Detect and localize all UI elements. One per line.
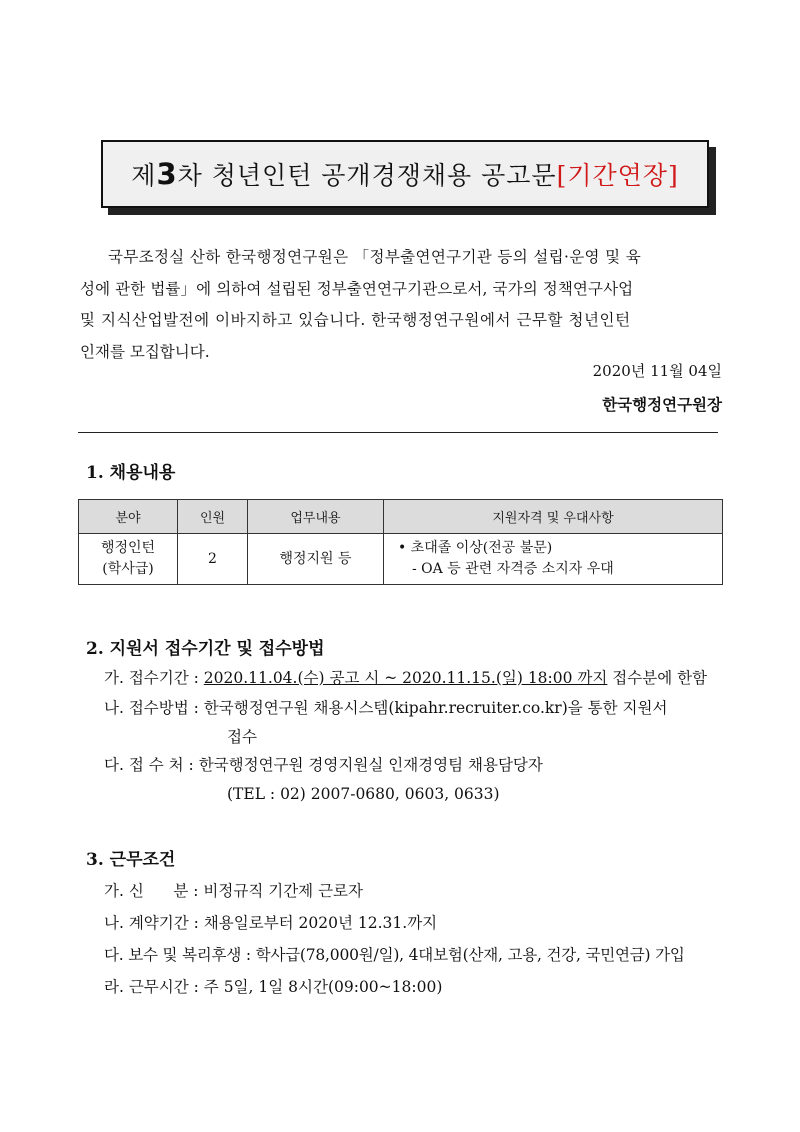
- field-line-2: (학사급): [102, 561, 154, 577]
- intro-line-4: 인재를 모집합니다.: [80, 342, 210, 361]
- header-field: 분야: [79, 500, 178, 534]
- table-row: [79, 534, 723, 585]
- application-method-text: 한국행정연구원 채용시스템(kipahr.recruiter.co.kr)을 통한 지원서: [203, 699, 668, 717]
- intro-line-2: 성에 관한 법률」에 의하여 설립된 정부출연연구기관으로서, 국가의 정책연구사업: [80, 279, 634, 298]
- title-prefix: 제: [131, 161, 157, 190]
- header-duty: 업무내용: [248, 500, 384, 534]
- application-method-continued: 접수: [227, 728, 257, 746]
- intro-line-1: [80, 242, 722, 274]
- recruitment-table: [78, 499, 723, 585]
- application-office-item: [104, 754, 543, 776]
- notice-date: 2020년 11월 04일: [592, 362, 722, 380]
- intro-text-1: 국무조정실 산하 한국행정연구원은 「정부출연연구기관 등의 설립·운영 및 육: [108, 248, 642, 266]
- header-count: 인원: [178, 500, 248, 534]
- qualification-line-1: • 초대졸 이상(전공 불문): [398, 540, 553, 556]
- title-highlight: [기간연장]: [556, 161, 679, 190]
- employment-status-item: 가. 신 분 : 비정규직 기간제 근로자: [104, 882, 363, 900]
- field-line-1: 행정인턴: [100, 540, 156, 556]
- divider-line: [78, 432, 718, 433]
- application-period-label: 가. 접수기간 :: [104, 669, 204, 687]
- salary-benefits-item: 다. 보수 및 복리후생 : 학사급(78,000원/일), 4대보험(산재, 고용, 건강, 국민연금) 가입: [104, 946, 685, 964]
- section-3-title: 3. 근무조건: [86, 850, 176, 870]
- intro-paragraph: [80, 242, 722, 368]
- issuer-name: 한국행정연구원장: [602, 395, 722, 414]
- header-qualification: 지원자격 및 우대사항: [384, 500, 723, 534]
- application-method-item: [104, 697, 667, 719]
- table-header-row: [79, 500, 723, 534]
- cell-count: 2: [178, 534, 248, 585]
- section-1-title: 1. 채용내용: [86, 463, 176, 483]
- section-2-title: 2. 지원서 접수기간 및 접수방법: [86, 639, 325, 659]
- application-office-label: 다. 접 수 처 :: [104, 756, 199, 774]
- application-period-note: 접수분에 한함: [607, 669, 708, 687]
- cell-qualification: [384, 534, 723, 585]
- application-method-label: 나. 접수방법 :: [104, 699, 204, 717]
- contract-period-item: 나. 계약기간 : 채용일로부터 2020년 12.31.까지: [104, 914, 438, 932]
- contact-phone: (TEL : 02) 2007-0680, 0603, 0633): [227, 785, 500, 803]
- title-number: 3: [156, 157, 178, 191]
- intro-line-3: 및 지식산업발전에 이바지하고 있습니다. 한국행정연구원에서 근무할 청년인턴: [80, 311, 631, 329]
- cell-field: [79, 534, 178, 585]
- qualification-line-2: - OA 등 관련 자격증 소지자 우대: [412, 561, 614, 577]
- title-main: 차 청년인턴 공개경쟁채용 공고문: [177, 161, 557, 190]
- application-period-item: [104, 667, 707, 689]
- working-hours-item: 라. 근무시간 : 주 5일, 1일 8시간(09:00~18:00): [104, 978, 443, 996]
- title-box: [101, 140, 709, 208]
- application-office-text: 한국행정연구원 경영지원실 인재경영팀 채용담당자: [198, 756, 543, 774]
- cell-duty: 행정지원 등: [248, 534, 384, 585]
- application-period-dates: 2020.11.04.(수) 공고 시 ~ 2020.11.15.(일) 18:00 까지: [203, 669, 608, 687]
